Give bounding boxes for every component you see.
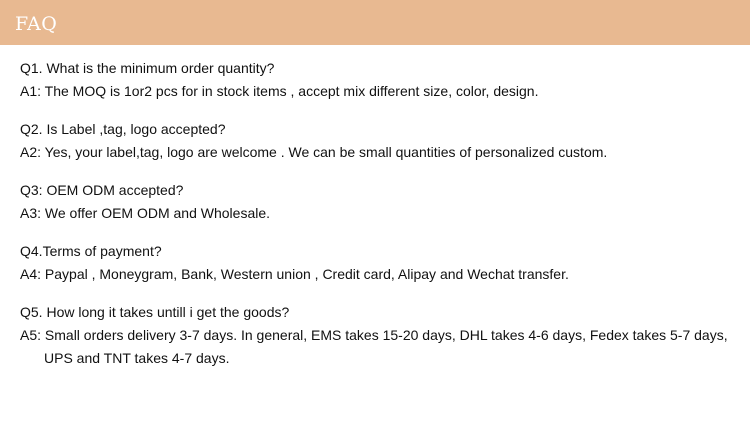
header-title: FAQ	[15, 13, 58, 35]
answer-2: A2: Yes, your label,tag, logo are welcome . We can be small quantities of personalized custom.	[20, 144, 608, 160]
question-1: Q1. What is the minimum order quantity?	[20, 60, 275, 76]
faq-item-3	[20, 179, 740, 225]
answer-1: A1: The MOQ is 1or2 pcs for in stock items , accept mix different size, color, design.	[20, 83, 539, 99]
faq-item-5	[20, 301, 740, 370]
answer-5-continuation: UPS and TNT takes 4-7 days.	[44, 350, 230, 366]
question-3: Q3: OEM ODM accepted?	[20, 182, 184, 198]
answer-3: A3: We offer OEM ODM and Wholesale.	[20, 205, 271, 221]
faq-list	[20, 57, 740, 385]
faq-item-1	[20, 57, 740, 103]
faq-item-4	[20, 240, 740, 286]
question-4: Q4.Terms of payment?	[20, 243, 162, 259]
answer-5: A5: Small orders delivery 3-7 days. In general, EMS takes 15-20 days, DHL takes 4-6 days, Fedex takes 5-7 days,	[20, 327, 728, 343]
question-5: Q5. How long it takes untill i get the goods?	[20, 304, 290, 320]
answer-4: A4: Paypal , Moneygram, Bank, Western union , Credit card, Alipay and Wechat transfer.	[20, 266, 569, 282]
question-2: Q2. Is Label ,tag, logo accepted?	[20, 121, 226, 137]
faq-item-2	[20, 118, 740, 164]
faq-header	[0, 0, 750, 45]
